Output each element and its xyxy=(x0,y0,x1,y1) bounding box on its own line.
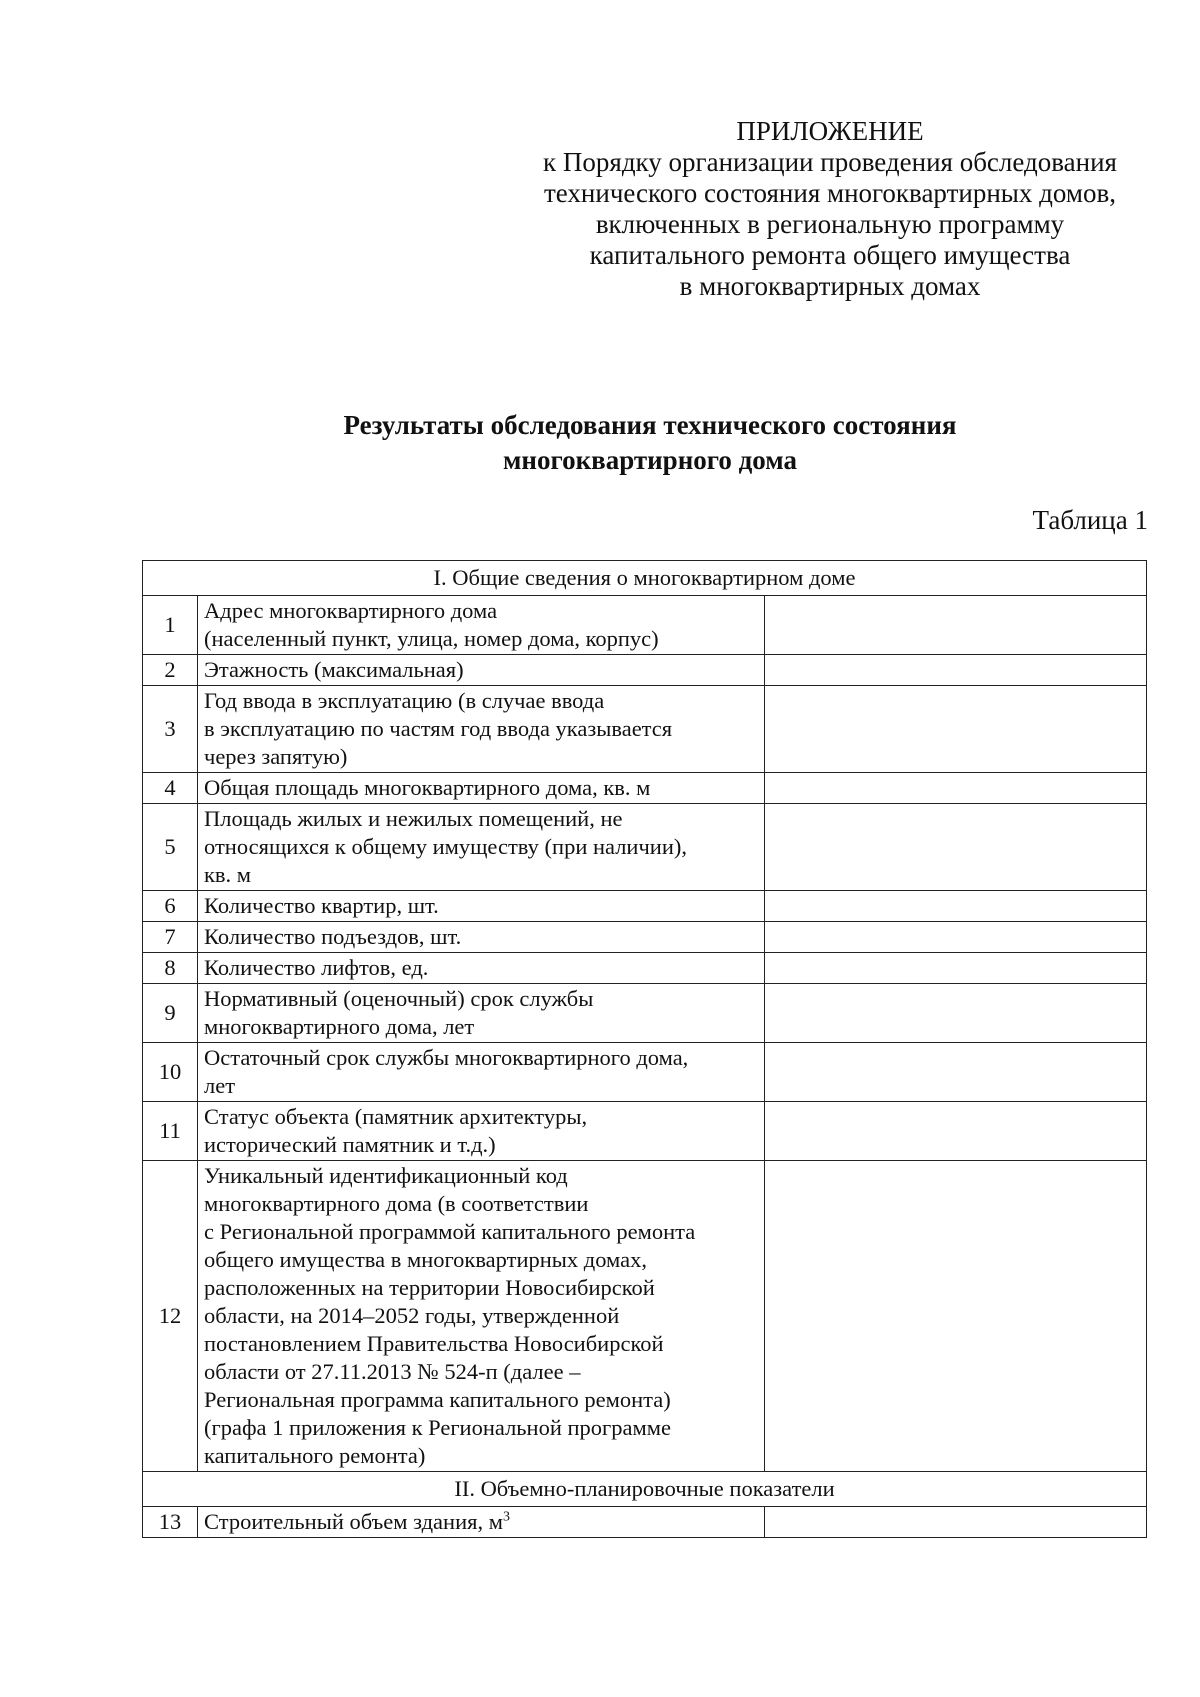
row-label-line: Количество квартир, шт. xyxy=(204,893,439,918)
table-row xyxy=(143,1102,1147,1161)
section-row xyxy=(143,561,1147,596)
row-label-line: многоквартирного дома, лет xyxy=(204,1014,475,1039)
row-label-line: в эксплуатацию по частям год ввода указывается xyxy=(204,716,673,741)
row-label xyxy=(198,984,765,1043)
row-label xyxy=(198,1043,765,1102)
table-row xyxy=(143,1161,1147,1472)
row-number: 8 xyxy=(143,953,198,984)
row-label xyxy=(198,922,765,953)
appendix-line: технического состояния многоквартирных домов, xyxy=(544,178,1116,208)
document-title-line: Результаты обследования технического состояния xyxy=(343,410,957,440)
row-label xyxy=(198,1507,765,1538)
row-label xyxy=(198,655,765,686)
appendix-line: в многоквартирных домах xyxy=(679,271,981,301)
row-label-text: Строительный объем здания, м xyxy=(204,1509,503,1534)
row-label-line: постановлением Правительства Новосибирской xyxy=(204,1331,664,1356)
row-value-field[interactable] xyxy=(765,655,1147,686)
unit-superscript: 3 xyxy=(502,1509,510,1525)
row-label-line: лет xyxy=(204,1073,236,1098)
row-number: 9 xyxy=(143,984,198,1043)
row-value-field[interactable] xyxy=(765,984,1147,1043)
row-value-field[interactable] xyxy=(765,922,1147,953)
row-label xyxy=(198,891,765,922)
row-number: 1 xyxy=(143,596,198,655)
row-label-line: Адрес многоквартирного дома xyxy=(204,598,498,623)
row-label-line: Год ввода в эксплуатацию (в случае ввода xyxy=(204,688,605,713)
row-value-field[interactable] xyxy=(765,953,1147,984)
section-heading: II. Объемно-планировочные показатели xyxy=(143,1472,1147,1507)
row-number: 6 xyxy=(143,891,198,922)
appendix-line: к Порядку организации проведения обследования xyxy=(543,147,1117,177)
row-value-field[interactable] xyxy=(765,1043,1147,1102)
row-number: 11 xyxy=(143,1102,198,1161)
row-label-line: исторический памятник и т.д.) xyxy=(204,1132,496,1157)
row-label-line: (графа 1 приложения к Региональной программе xyxy=(204,1415,671,1440)
row-label-line: Остаточный срок службы многоквартирного дома, xyxy=(204,1045,689,1070)
row-value-field[interactable] xyxy=(765,773,1147,804)
row-label-line: с Региональной программой капитального ремонта xyxy=(204,1219,696,1244)
row-label xyxy=(198,686,765,773)
row-number: 2 xyxy=(143,655,198,686)
table-row xyxy=(143,655,1147,686)
row-label-line: Количество лифтов, ед. xyxy=(204,955,429,980)
table-row xyxy=(143,922,1147,953)
table-row xyxy=(143,953,1147,984)
row-label-line: области, на 2014–2052 годы, утвержденной xyxy=(204,1303,620,1328)
row-label xyxy=(198,804,765,891)
row-label xyxy=(198,953,765,984)
row-label xyxy=(198,596,765,655)
row-label-line: капитального ремонта) xyxy=(204,1443,426,1468)
row-value-field[interactable] xyxy=(765,596,1147,655)
row-value-field[interactable] xyxy=(765,891,1147,922)
row-label xyxy=(198,773,765,804)
appendix-line: включенных в региональную программу xyxy=(595,209,1065,239)
table-row xyxy=(143,686,1147,773)
section-heading: I. Общие сведения о многоквартирном доме xyxy=(143,561,1147,596)
row-label xyxy=(198,1161,765,1472)
row-label-line: (населенный пункт, улица, номер дома, корпус) xyxy=(204,626,659,651)
appendix-line: капитального ремонта общего имущества xyxy=(589,240,1071,270)
table-row xyxy=(143,596,1147,655)
row-label-line: относящихся к общему имуществу (при наличии), xyxy=(204,834,687,859)
appendix-heading: ПРИЛОЖЕНИЕ xyxy=(736,116,924,146)
row-value-field[interactable] xyxy=(765,1161,1147,1472)
row-value-field[interactable] xyxy=(765,1507,1147,1538)
row-label xyxy=(198,1102,765,1161)
row-number: 4 xyxy=(143,773,198,804)
row-value-field[interactable] xyxy=(765,1102,1147,1161)
row-number: 12 xyxy=(143,1161,198,1472)
table-row xyxy=(143,1507,1147,1538)
row-number: 7 xyxy=(143,922,198,953)
row-value-field[interactable] xyxy=(765,804,1147,891)
document-title xyxy=(150,408,1150,478)
row-label-line: Общая площадь многоквартирного дома, кв. м xyxy=(204,775,651,800)
table-row xyxy=(143,804,1147,891)
row-value-field[interactable] xyxy=(765,686,1147,773)
row-label-line: области от 27.11.2013 № 524-п (далее – xyxy=(204,1359,581,1384)
table-row xyxy=(143,891,1147,922)
row-label-line: Региональная программа капитального ремонта) xyxy=(204,1387,671,1412)
row-number: 13 xyxy=(143,1507,198,1538)
row-label-line: через запятую) xyxy=(204,744,348,769)
row-number: 10 xyxy=(143,1043,198,1102)
survey-table xyxy=(142,560,1147,1538)
row-number: 5 xyxy=(143,804,198,891)
table-row xyxy=(143,1043,1147,1102)
row-label-line: расположенных на территории Новосибирской xyxy=(204,1275,655,1300)
table-row xyxy=(143,773,1147,804)
document-title-line: многоквартирного дома xyxy=(503,445,797,475)
table-number: Таблица 1 xyxy=(1032,505,1148,535)
row-label-line: Статус объекта (памятник архитектуры, xyxy=(204,1104,588,1129)
row-number: 3 xyxy=(143,686,198,773)
row-label-line: Площадь жилых и нежилых помещений, не xyxy=(204,806,623,831)
row-label-line: многоквартирного дома (в соответствии xyxy=(204,1191,589,1216)
row-label-line: Уникальный идентификационный код xyxy=(204,1163,568,1188)
appendix-header xyxy=(500,116,1160,302)
row-label-line: общего имущества в многоквартирных домах, xyxy=(204,1247,647,1272)
row-label-line: Количество подъездов, шт. xyxy=(204,924,462,949)
row-label-line: Нормативный (оценочный) срок службы xyxy=(204,986,594,1011)
row-label-line: Этажность (максимальная) xyxy=(204,657,464,682)
table-row xyxy=(143,984,1147,1043)
section-row xyxy=(143,1472,1147,1507)
row-label-line: кв. м xyxy=(204,862,252,887)
